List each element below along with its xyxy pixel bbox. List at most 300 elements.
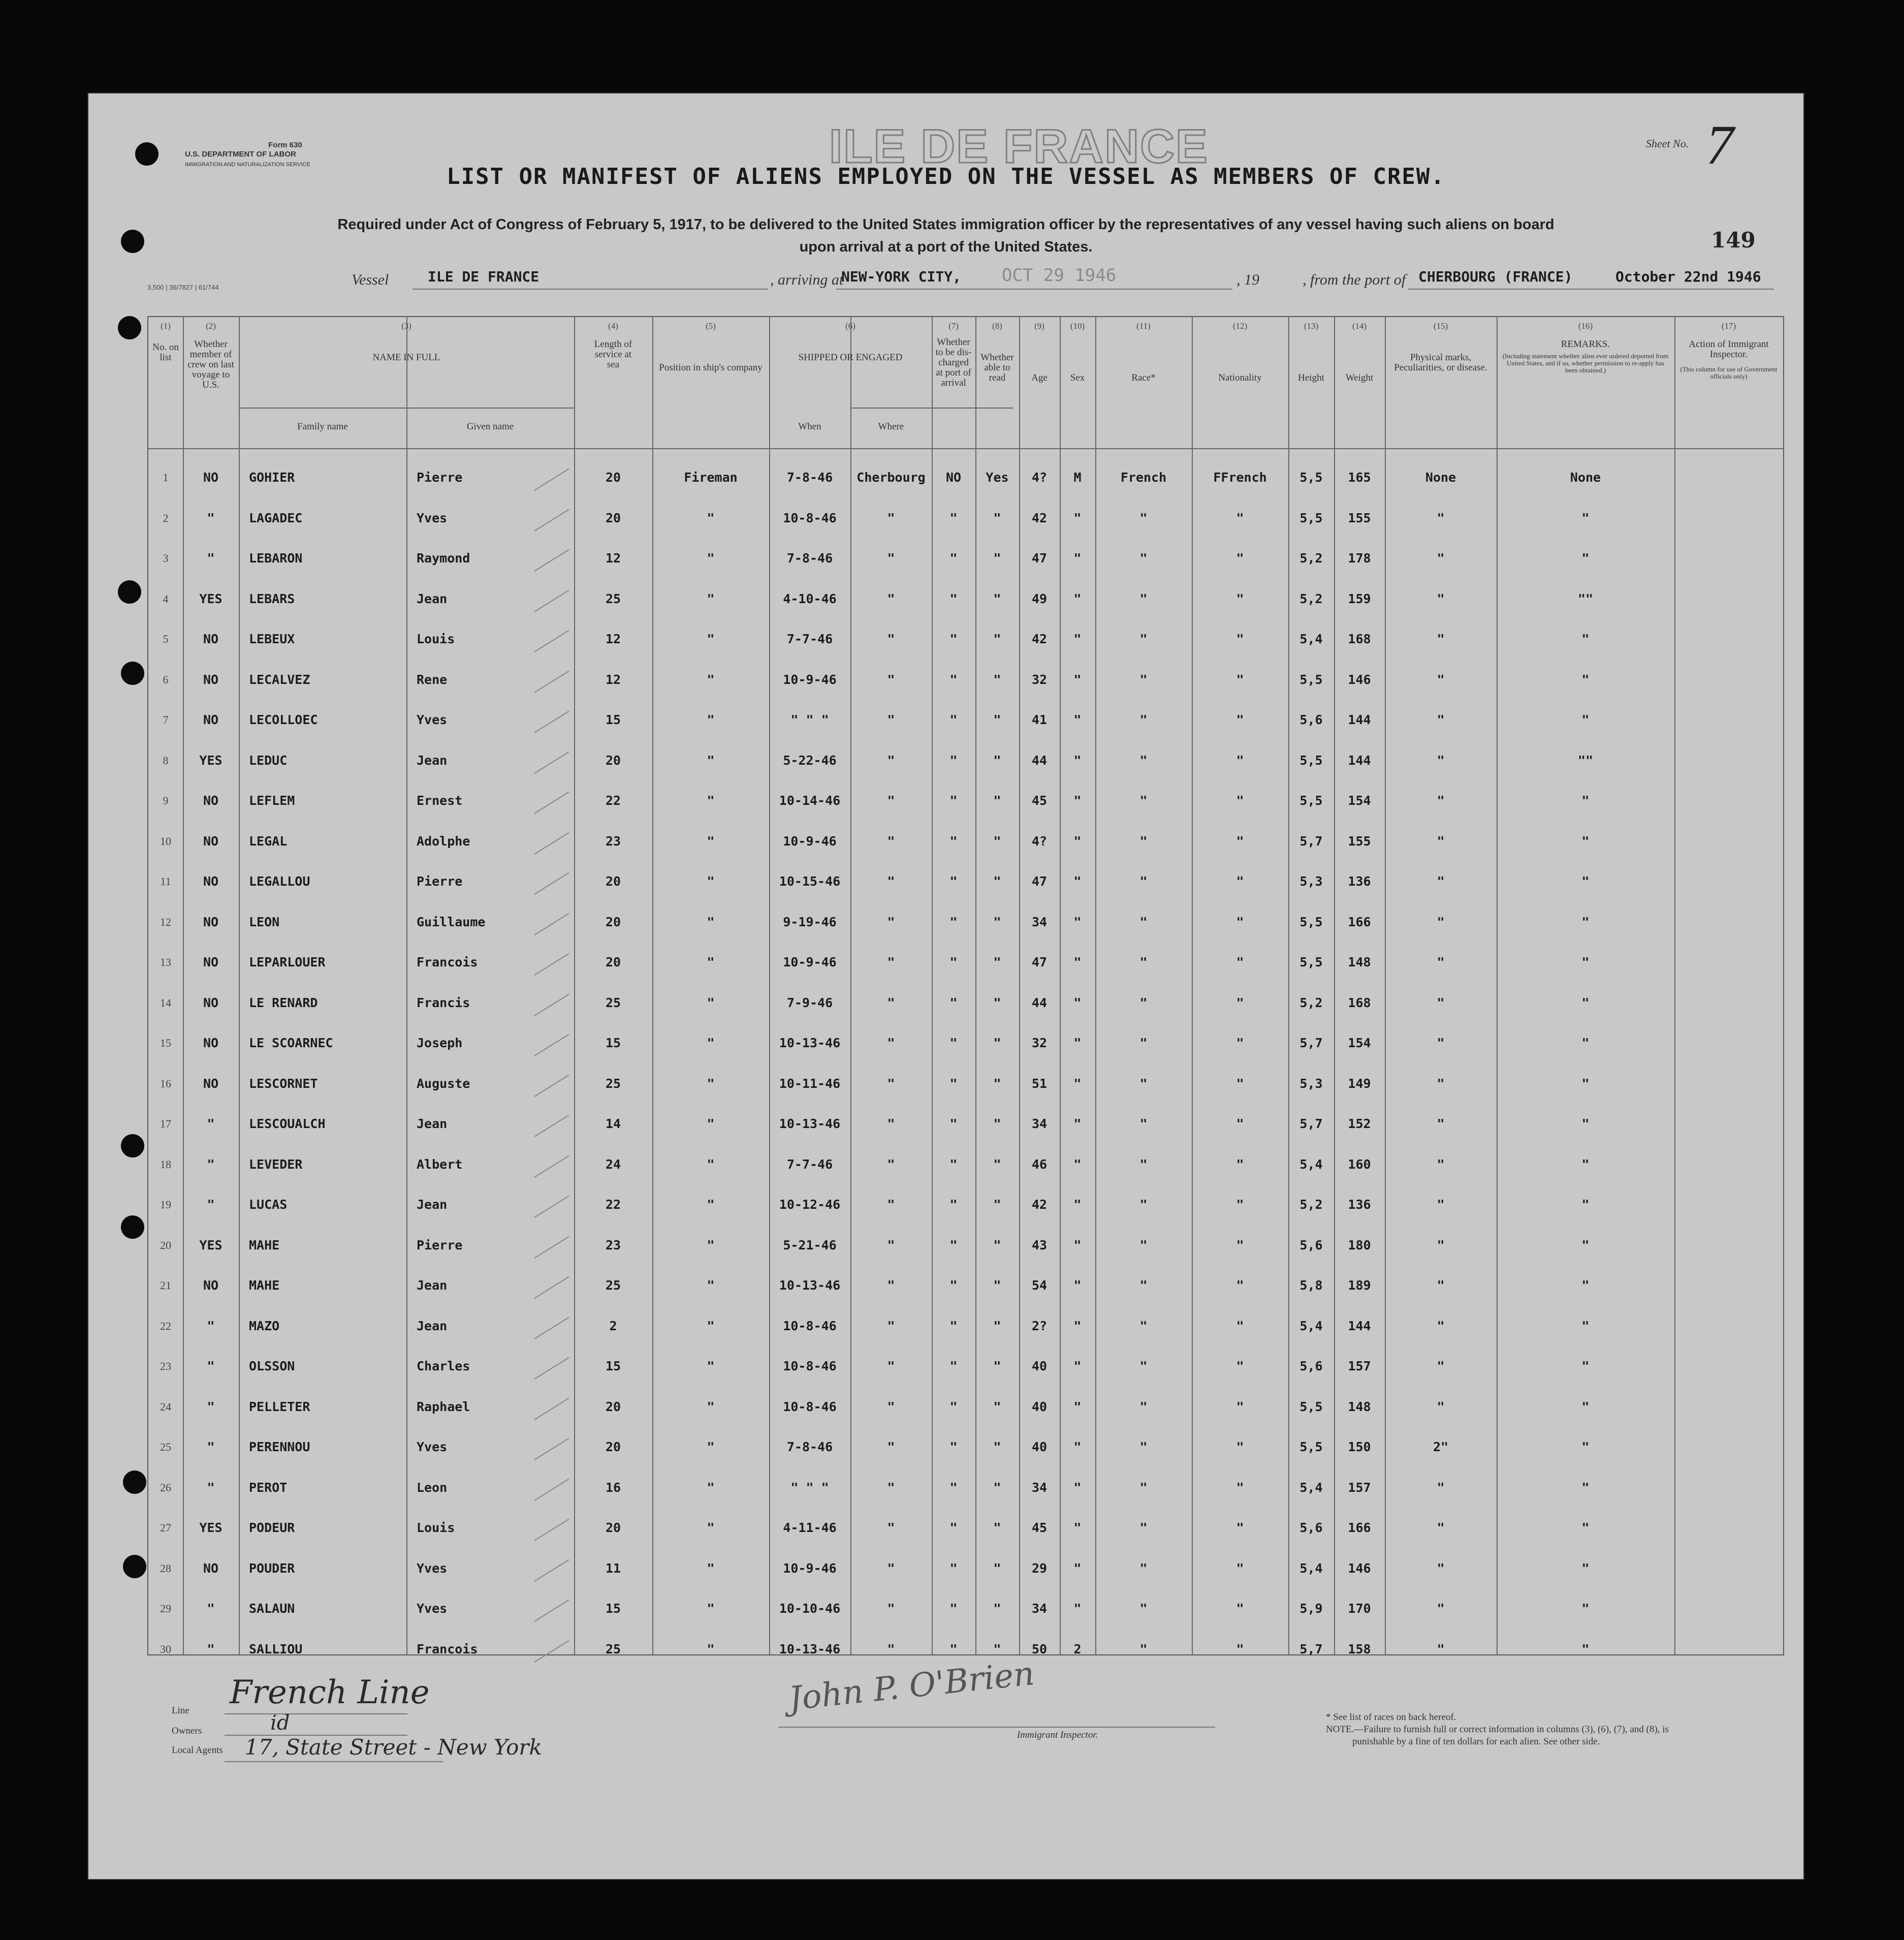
cell-race: " [1139, 753, 1148, 768]
cell-discharged: " [949, 1641, 958, 1656]
cell-discharged: " [949, 1359, 958, 1373]
cell-age: 42 [1031, 1197, 1048, 1212]
cell-nationality: " [1236, 1359, 1244, 1373]
cell-nationality: " [1236, 793, 1244, 808]
cell-weight: 155 [1348, 833, 1371, 849]
cell-service: 15 [605, 712, 621, 727]
cell-physical: " [1437, 833, 1445, 849]
cell-height: 5,5 [1299, 955, 1323, 969]
cell-service: 25 [605, 1641, 621, 1656]
cell-no: 22 [160, 1319, 171, 1332]
cell-when: 4-11-46 [783, 1520, 837, 1535]
cell-remarks: " [1581, 1399, 1590, 1414]
cell-height: 5,9 [1299, 1601, 1323, 1616]
cell-age: 45 [1031, 1520, 1048, 1535]
cell-sex: " [1073, 833, 1082, 849]
table-row [148, 822, 1783, 861]
cell-remarks: " [1581, 1116, 1590, 1131]
cell-sex: 2 [1073, 1641, 1082, 1656]
cell-read: " [993, 1116, 1001, 1131]
cell-where: " [887, 753, 895, 768]
cell-service: 20 [605, 510, 621, 525]
cell-prev: YES [199, 1520, 223, 1535]
cell-service: 25 [605, 995, 621, 1010]
agents-underline [225, 1761, 443, 1762]
cell-race: " [1139, 1520, 1148, 1535]
cell-sex: M [1073, 470, 1082, 485]
cell-service: 16 [605, 1480, 621, 1495]
table-row [148, 580, 1783, 618]
cell-remarks: "" [1577, 591, 1594, 606]
col-num: (1) [161, 321, 171, 331]
cell-no: 15 [160, 1037, 171, 1049]
cell-height: 5,6 [1299, 1359, 1323, 1373]
cell-position: " [707, 551, 715, 566]
cell-service: 12 [605, 551, 621, 566]
year-prefix: , 19 [1236, 271, 1259, 288]
cell-remarks: " [1581, 1036, 1590, 1050]
cell-family: LEON [249, 914, 280, 929]
col-num: (14) [1352, 321, 1367, 331]
cell-family: OLSSON [249, 1359, 295, 1373]
cell-read: " [993, 833, 1001, 849]
cell-weight: 148 [1348, 1399, 1371, 1414]
header-able-read: Whether able to read [980, 352, 1014, 383]
shipped-subheader-line [850, 408, 1013, 409]
cell-race: " [1139, 1641, 1148, 1656]
cell-nationality: " [1236, 914, 1244, 929]
cell-discharged: " [949, 1278, 958, 1293]
cell-remarks: None [1570, 470, 1601, 485]
cell-no: 28 [160, 1561, 171, 1575]
cell-prev: NO [203, 874, 219, 889]
cell-physical: " [1437, 753, 1445, 768]
cell-nationality: " [1236, 1520, 1244, 1535]
cell-weight: 159 [1348, 591, 1371, 606]
col-num: (8) [992, 321, 1002, 331]
cell-read: " [993, 1560, 1001, 1576]
cell-nationality: " [1236, 874, 1244, 889]
cell-discharged: " [949, 1036, 958, 1050]
punch-hole [121, 662, 144, 685]
cell-discharged: " [949, 1399, 958, 1414]
cell-nationality: " [1236, 955, 1244, 969]
cell-age: 42 [1031, 632, 1048, 646]
cell-sex: " [1073, 1116, 1082, 1131]
cell-race: " [1139, 1601, 1148, 1616]
penalty-note-2: punishable by a fine of ten dollars for each alien. See other side. [1352, 1736, 1600, 1747]
cell-remarks: " [1581, 1601, 1590, 1616]
cell-height: 5,4 [1299, 632, 1323, 646]
col-num: (10) [1070, 321, 1085, 331]
cell-weight: 157 [1348, 1480, 1371, 1495]
arriving-port: NEW-YORK CITY, [841, 268, 962, 285]
cell-no: 17 [160, 1117, 171, 1130]
punch-hole [123, 1555, 146, 1578]
cell-no: 18 [160, 1157, 171, 1171]
cell-weight: 178 [1348, 551, 1371, 566]
cell-where: " [887, 1560, 895, 1576]
cell-given: Pierre [417, 470, 463, 485]
vessel-label: Vessel [352, 271, 389, 288]
cell-prev: NO [203, 470, 219, 485]
cell-read: " [993, 874, 1001, 889]
table-row [148, 499, 1783, 538]
cell-when: 7-8-46 [786, 551, 833, 566]
cell-position: " [707, 591, 715, 606]
cell-position: " [707, 793, 715, 808]
page-title: LIST OR MANIFEST OF ALIENS EMPLOYED ON THE VESSEL AS MEMBERS OF CREW. [447, 164, 1445, 190]
cell-service: 20 [605, 753, 621, 768]
cell-where: " [887, 1237, 895, 1253]
cell-family: LAGADEC [249, 510, 303, 525]
cell-read: " [993, 1036, 1001, 1050]
cell-physical: " [1437, 1399, 1445, 1414]
cell-service: 25 [605, 1278, 621, 1293]
cell-family: PELLETER [249, 1399, 310, 1414]
cell-given: Jean [417, 753, 448, 768]
from-port: CHERBOURG (FRANCE) [1418, 268, 1573, 285]
cell-height: 5,2 [1299, 591, 1323, 606]
inspector-signature: John P. O'Brien [787, 1654, 1036, 1718]
cell-when: 10-13-46 [779, 1116, 841, 1131]
cell-sex: " [1073, 1480, 1082, 1495]
cell-prev: NO [203, 793, 219, 808]
cell-nationality: " [1236, 712, 1244, 727]
cell-no: 11 [160, 875, 171, 888]
cell-when: 10-8-46 [783, 510, 837, 525]
cell-when: 10-8-46 [783, 1399, 837, 1414]
cell-remarks: "" [1577, 753, 1594, 768]
cell-age: 44 [1031, 995, 1048, 1010]
cell-weight: 189 [1348, 1278, 1371, 1293]
cell-age: 54 [1031, 1278, 1048, 1293]
cell-where: " [887, 1440, 895, 1454]
cell-nationality: " [1236, 1399, 1244, 1414]
cell-weight: 152 [1348, 1116, 1371, 1131]
table-row [148, 1428, 1783, 1466]
owners-value: id [270, 1711, 290, 1735]
cell-service: 2 [609, 1318, 617, 1333]
cell-physical: 2" [1433, 1440, 1449, 1454]
cell-read: " [993, 1318, 1001, 1333]
cell-position: " [707, 1641, 715, 1656]
cell-given: Auguste [417, 1076, 470, 1091]
table-row [148, 1266, 1783, 1305]
cell-read: " [993, 1440, 1001, 1454]
col-num: (12) [1232, 321, 1248, 331]
cell-physical: " [1437, 1641, 1445, 1656]
header-length-service: Length of service at sea [594, 339, 632, 370]
cell-where: " [887, 1156, 895, 1172]
cell-when: 7-8-46 [786, 1440, 833, 1454]
cell-discharged: " [949, 1560, 958, 1576]
cell-weight: 136 [1348, 1197, 1371, 1212]
cell-service: 15 [605, 1601, 621, 1616]
cell-position: " [707, 1036, 715, 1050]
cell-no: 30 [160, 1642, 171, 1655]
header-remarks: REMARKS. [1561, 339, 1610, 350]
cell-prev: " [207, 1399, 215, 1414]
form-codes: 3,500 | 36/7827 | 61/744 [147, 284, 219, 291]
cell-no: 24 [160, 1400, 171, 1413]
cell-weight: 146 [1348, 672, 1371, 687]
cell-age: 4? [1031, 833, 1048, 849]
cell-position: " [707, 1440, 715, 1454]
cell-family: LECALVEZ [249, 672, 310, 687]
cell-age: 34 [1031, 1480, 1048, 1495]
cell-nationality: " [1236, 591, 1244, 606]
cell-family: LEPARLOUER [249, 955, 326, 969]
cell-no: 25 [160, 1441, 171, 1453]
cell-physical: " [1437, 1156, 1445, 1172]
cell-nationality: " [1236, 1318, 1244, 1333]
cell-position: " [707, 1116, 715, 1131]
cell-race: " [1139, 1318, 1148, 1333]
cell-prev: YES [199, 753, 223, 768]
cell-height: 5,8 [1299, 1278, 1323, 1293]
cell-family: MAZO [249, 1318, 280, 1333]
cell-where: " [887, 591, 895, 606]
cell-age: 44 [1031, 753, 1048, 768]
cell-family: PEROT [249, 1480, 288, 1495]
cell-height: 5,5 [1299, 1440, 1323, 1454]
cell-sex: " [1073, 874, 1082, 889]
cell-read: " [993, 632, 1001, 646]
cell-where: " [887, 793, 895, 808]
cell-age: 40 [1031, 1399, 1048, 1414]
cell-weight: 166 [1348, 1520, 1371, 1535]
cell-remarks: " [1581, 1440, 1590, 1454]
from-label: , from the port of [1303, 271, 1406, 288]
cell-when: 10-11-46 [779, 1076, 841, 1091]
cell-height: 5,5 [1299, 793, 1323, 808]
cell-height: 5,5 [1299, 1399, 1323, 1414]
cell-read: " [993, 914, 1001, 929]
cell-physical: " [1437, 1318, 1445, 1333]
table-row [148, 1468, 1783, 1507]
cell-discharged: " [949, 995, 958, 1010]
cell-height: 5,3 [1299, 874, 1323, 889]
cell-sex: " [1073, 1237, 1082, 1253]
cell-nationality: FFrench [1213, 470, 1267, 485]
table-row [148, 1105, 1783, 1143]
cell-discharged: " [949, 510, 958, 525]
cell-position: " [707, 672, 715, 687]
cell-family: LEVEDER [249, 1156, 303, 1172]
cell-service: 20 [605, 874, 621, 889]
cell-when: 10-14-46 [779, 793, 841, 808]
cell-race: " [1139, 1560, 1148, 1576]
cell-remarks: " [1581, 510, 1590, 525]
cell-sex: " [1073, 1156, 1082, 1172]
table-row [148, 1185, 1783, 1224]
cell-nationality: " [1236, 833, 1244, 849]
cell-nationality: " [1236, 1197, 1244, 1212]
cell-height: 5,5 [1299, 510, 1323, 525]
cell-remarks: " [1581, 632, 1590, 646]
cell-given: Francois [417, 955, 478, 969]
cell-no: 16 [160, 1077, 171, 1090]
cell-service: 20 [605, 955, 621, 969]
cell-position: " [707, 753, 715, 768]
cell-discharged: " [949, 753, 958, 768]
cell-prev: " [207, 510, 215, 525]
cell-height: 5,7 [1299, 833, 1323, 849]
cell-sex: " [1073, 1318, 1082, 1333]
cell-weight: 180 [1348, 1237, 1371, 1253]
col-num: (9) [1034, 321, 1044, 331]
cell-no: 23 [160, 1360, 171, 1372]
vessel-name: ILE DE FRANCE [428, 268, 540, 285]
cell-given: Guillaume [417, 914, 486, 929]
cell-weight: 144 [1348, 712, 1371, 727]
cell-when: 7-7-46 [786, 632, 833, 646]
cell-nationality: " [1236, 632, 1244, 646]
cell-race: " [1139, 1359, 1148, 1373]
sheet-label: Sheet No. [1646, 137, 1689, 150]
races-note: * See list of races on back hereof. [1326, 1712, 1456, 1723]
cell-when: 5-21-46 [783, 1237, 837, 1253]
cell-sex: " [1073, 632, 1082, 646]
cell-discharged: " [949, 712, 958, 727]
cell-age: 43 [1031, 1237, 1048, 1253]
line-underline [225, 1713, 407, 1714]
cell-family: LESCOUALCH [249, 1116, 326, 1131]
cell-prev: NO [203, 1278, 219, 1293]
cell-no: 7 [163, 713, 169, 726]
cell-where: " [887, 995, 895, 1010]
cell-remarks: " [1581, 833, 1590, 849]
cell-family: LEGAL [249, 833, 288, 849]
cell-weight: 154 [1348, 793, 1371, 808]
cell-sex: " [1073, 1440, 1082, 1454]
cell-age: 32 [1031, 1036, 1048, 1050]
cell-family: SALAUN [249, 1601, 295, 1616]
crew-table [147, 316, 1784, 1655]
cell-prev: NO [203, 955, 219, 969]
cell-race: " [1139, 1197, 1148, 1212]
table-row [148, 1145, 1783, 1184]
cell-sex: " [1073, 1278, 1082, 1293]
arrival-date-stamp: OCT 29 1946 [1002, 265, 1117, 286]
penalty-note-1: NOTE.—Failure to furnish full or correct information in columns (3), (6), (7), and (8), is [1326, 1724, 1669, 1735]
cell-family: SALLIOU [249, 1641, 303, 1656]
cell-age: 47 [1031, 874, 1048, 889]
cell-family: LECOLLOEC [249, 712, 318, 727]
cell-race: " [1139, 672, 1148, 687]
cell-no: 6 [163, 673, 169, 686]
cell-race: " [1139, 914, 1148, 929]
cell-when: 10-8-46 [783, 1359, 837, 1373]
cell-when: 10-9-46 [783, 1560, 837, 1576]
cell-read: " [993, 1359, 1001, 1373]
cell-family: PERENNOU [249, 1440, 310, 1454]
header-whether-member: Whether member of crew on last voyage to U.S. [187, 339, 234, 390]
cell-prev: NO [203, 712, 219, 727]
cell-family: POUDER [249, 1560, 295, 1576]
cell-physical: " [1437, 712, 1445, 727]
cell-nationality: " [1236, 672, 1244, 687]
signature-underline [778, 1727, 1215, 1728]
cell-physical: " [1437, 1601, 1445, 1616]
cell-age: 41 [1031, 712, 1048, 727]
cell-height: 5,4 [1299, 1156, 1323, 1172]
from-underline [1408, 289, 1774, 290]
cell-height: 5,4 [1299, 1480, 1323, 1495]
cell-race: " [1139, 712, 1148, 727]
cell-prev: NO [203, 833, 219, 849]
cell-sex: " [1073, 955, 1082, 969]
cell-service: 22 [605, 793, 621, 808]
cell-service: 20 [605, 470, 621, 485]
table-row [148, 620, 1783, 659]
cell-weight: 150 [1348, 1440, 1371, 1454]
cell-height: 5,5 [1299, 753, 1323, 768]
cell-read: " [993, 1237, 1001, 1253]
cell-position: " [707, 1156, 715, 1172]
cell-discharged: " [949, 672, 958, 687]
cell-when: 10-13-46 [779, 1278, 841, 1293]
form-number: Form 630 [268, 141, 302, 149]
cell-sex: " [1073, 712, 1082, 727]
header-action: Action of Immigrant Inspector. [1689, 339, 1769, 360]
cell-age: 45 [1031, 793, 1048, 808]
line-value: French Line [230, 1674, 430, 1711]
cell-remarks: " [1581, 1278, 1590, 1293]
cell-read: " [993, 591, 1001, 606]
cell-physical: " [1437, 995, 1445, 1010]
cell-race: " [1139, 793, 1148, 808]
cell-discharged: " [949, 1520, 958, 1535]
cell-family: MAHE [249, 1278, 280, 1293]
cell-when: 10-9-46 [783, 833, 837, 849]
cell-weight: 144 [1348, 753, 1371, 768]
cell-where: " [887, 1076, 895, 1091]
cell-given: Jean [417, 591, 448, 606]
cell-nationality: " [1236, 1560, 1244, 1576]
cell-race: " [1139, 1278, 1148, 1293]
cell-position: " [707, 1278, 715, 1293]
cell-given: Jean [417, 1278, 448, 1293]
cell-physical: " [1437, 1278, 1445, 1293]
cell-race: " [1139, 1399, 1148, 1414]
cell-given: Louis [417, 632, 455, 646]
cell-no: 1 [163, 471, 169, 484]
col-num: (6) [845, 321, 855, 331]
cell-where: " [887, 1318, 895, 1333]
cell-given: Yves [417, 712, 448, 727]
cell-prev: " [207, 1641, 215, 1656]
cell-remarks: " [1581, 1480, 1590, 1495]
cell-race: " [1139, 955, 1148, 969]
col-num: (4) [608, 321, 618, 331]
cell-discharged: " [949, 874, 958, 889]
cell-remarks: " [1581, 1197, 1590, 1212]
cell-where: " [887, 1359, 895, 1373]
cell-given: Adolphe [417, 833, 470, 849]
cell-remarks: " [1581, 1520, 1590, 1535]
table-row [148, 741, 1783, 780]
cell-read: " [993, 1641, 1001, 1656]
cell-nationality: " [1236, 1480, 1244, 1495]
cell-physical: " [1437, 1076, 1445, 1091]
cell-read: " [993, 672, 1001, 687]
manifest-sheet [87, 92, 1804, 1880]
cell-age: 34 [1031, 1116, 1048, 1131]
cell-remarks: " [1581, 874, 1590, 889]
cell-no: 2 [163, 511, 169, 524]
